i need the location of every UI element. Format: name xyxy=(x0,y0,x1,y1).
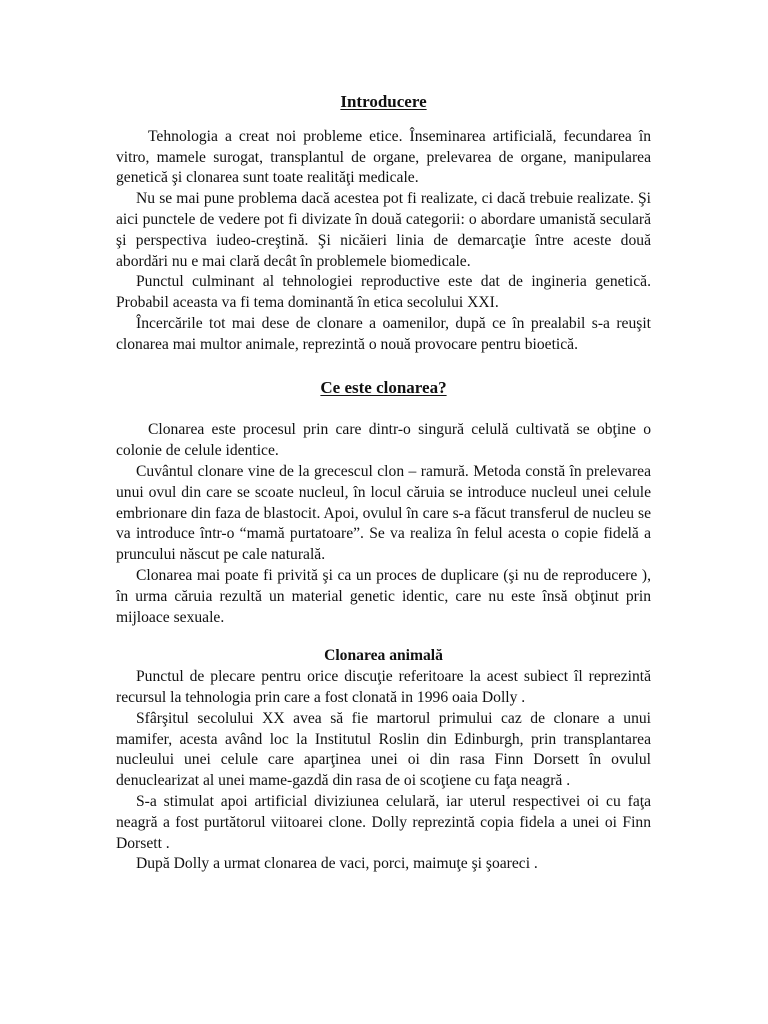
document-page xyxy=(116,92,651,875)
paragraph: Nu se mai pune problema dacă acestea pot fi realizate, ci dacă trebuie realizate. Şi aici punctele de vedere pot fi divizate în două categorii: o abordare umanistă seculară şi perspectiva iudeo-creştină. Şi nicăieri linia de demarcaţie între aceste două abordări nu e mai clară decât în problemele biomedicale. xyxy=(116,190,651,270)
paragraph: Clonarea este procesul prin care dintr-o singură celulă cultivată se obţine o colonie de celule identice. xyxy=(116,421,651,460)
heading-ce-este-clonarea: Ce este clonarea? xyxy=(320,377,447,397)
paragraph: S-a stimulat apoi artificial diviziunea celulară, iar uterul respectivei oi cu faţa neagră a fost purtătorul viitoarei clone. Dolly reprezintă copia fidela a unei oi Finn Dorsett . xyxy=(116,792,651,852)
paragraph: Punctul culminant al tehnologiei reproductive este dat de ingineria genetică. Probabil aceasta va fi tema dominantă în etica secolului XXI. xyxy=(116,273,651,312)
paragraph: Clonarea mai poate fi privită şi ca un proces de duplicare (şi nu de reproducere ), în urma căruia rezultă un material genetic identic, care nu este însă obţinut prin mijloace sexuale. xyxy=(116,566,651,626)
paragraph: După Dolly a urmat clonarea de vaci, porci, maimuţe şi şoareci . xyxy=(136,855,538,873)
paragraph: Încercările tot mai dese de clonare a oamenilor, după ce în prealabil s-a reuşit clonarea mai multor animale, reprezintă o nouă provocare pentru bioetică. xyxy=(116,314,651,353)
heading-introducere: Introducere xyxy=(340,92,427,111)
paragraph: Punctul de plecare pentru orice discuţie referitoare la acest subiect îl reprezintă recursul la tehnologia prin care a fost clonată in 1996 oaia Dolly . xyxy=(116,668,651,706)
heading-clonarea-animala: Clonarea animală xyxy=(324,647,443,665)
paragraph: Sfârşitul secolului XX avea să fie martorul primului caz de clonare a unui mamifer, acesta având loc la Institutul Roslin din Edinburgh, prin transplantarea nucleului unei celule care aparţinea unei oi din rasa Finn Dorsett în ovulul denuclearizat al unei mame-gazdă din rasa de oi scoţiene cu faţa neagră . xyxy=(116,709,651,790)
paragraph: Cuvântul clonare vine de la grecescul clon – ramură. Metoda constă în prelevarea unui ovul din care se scoate nucleul, în locul căruia se introduce nucleul unei celule embrionare din faza de blastocit. Apoi, ovulul în care s-a făcut transferul de nucleu se va introduce într-o “mamă purtatoare”. Se va realiza în felul acesta o copie fidelă a pruncului născut pe cale naturală. xyxy=(116,462,651,564)
paragraph: Tehnologia a creat noi probleme etice. Înseminarea artificială, fecundarea în vitro, mamele surogat, transplantul de organe, prelevarea de organe, manipularea genetică şi clonarea sunt toate realităţi medicale. xyxy=(116,127,651,187)
